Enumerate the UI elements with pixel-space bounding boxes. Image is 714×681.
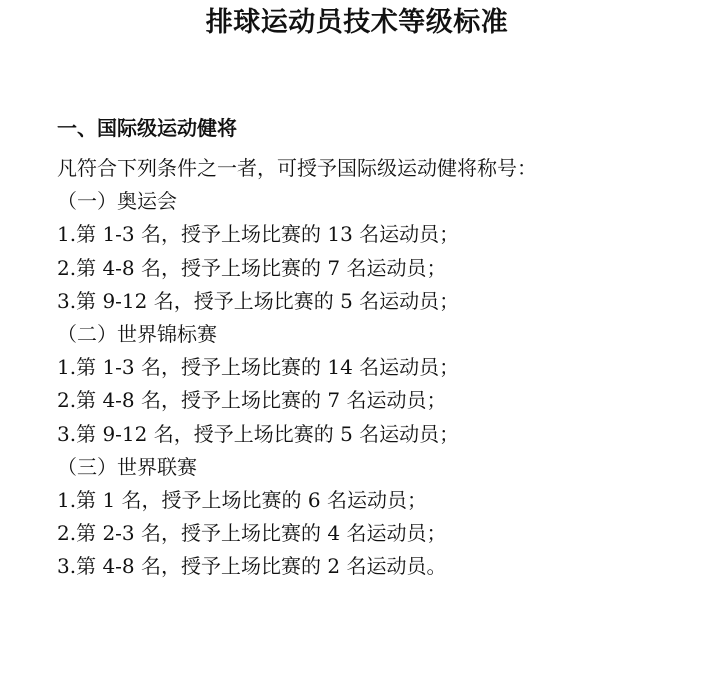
document-title: 排球运动员技术等级标准 — [205, 7, 509, 38]
list-item: 3.第 9-12 名，授予上场比赛的 5 名运动员； — [57, 288, 460, 313]
list-item: 1.第 1-3 名，授予上场比赛的 13 名运动员； — [57, 222, 460, 247]
list-item: 2.第 2-3 名，授予上场比赛的 4 名运动员； — [57, 521, 447, 546]
list-item: 1.第 1 名，授予上场比赛的 6 名运动员； — [57, 487, 427, 512]
list-item: 2.第 4-8 名，授予上场比赛的 7 名运动员； — [57, 255, 447, 280]
list-item: 3.第 4-8 名，授予上场比赛的 2 名运动员。 — [57, 554, 447, 579]
subsection-heading-olympics: （一）奥运会 — [57, 189, 177, 214]
section-intro: 凡符合下列条件之一者，可授予国际级运动健将称号： — [57, 156, 537, 180]
list-item: 1.第 1-3 名，授予上场比赛的 14 名运动员； — [57, 355, 460, 380]
subsection-heading-world-championship: （二）世界锦标赛 — [57, 321, 217, 346]
section-heading: 一、国际级运动健将 — [57, 116, 237, 140]
list-item: 2.第 4-8 名，授予上场比赛的 7 名运动员； — [57, 388, 447, 413]
list-item: 3.第 9-12 名，授予上场比赛的 5 名运动员； — [57, 421, 460, 446]
subsection-heading-world-league: （三）世界联赛 — [57, 454, 197, 479]
section-body — [0, 152, 714, 583]
